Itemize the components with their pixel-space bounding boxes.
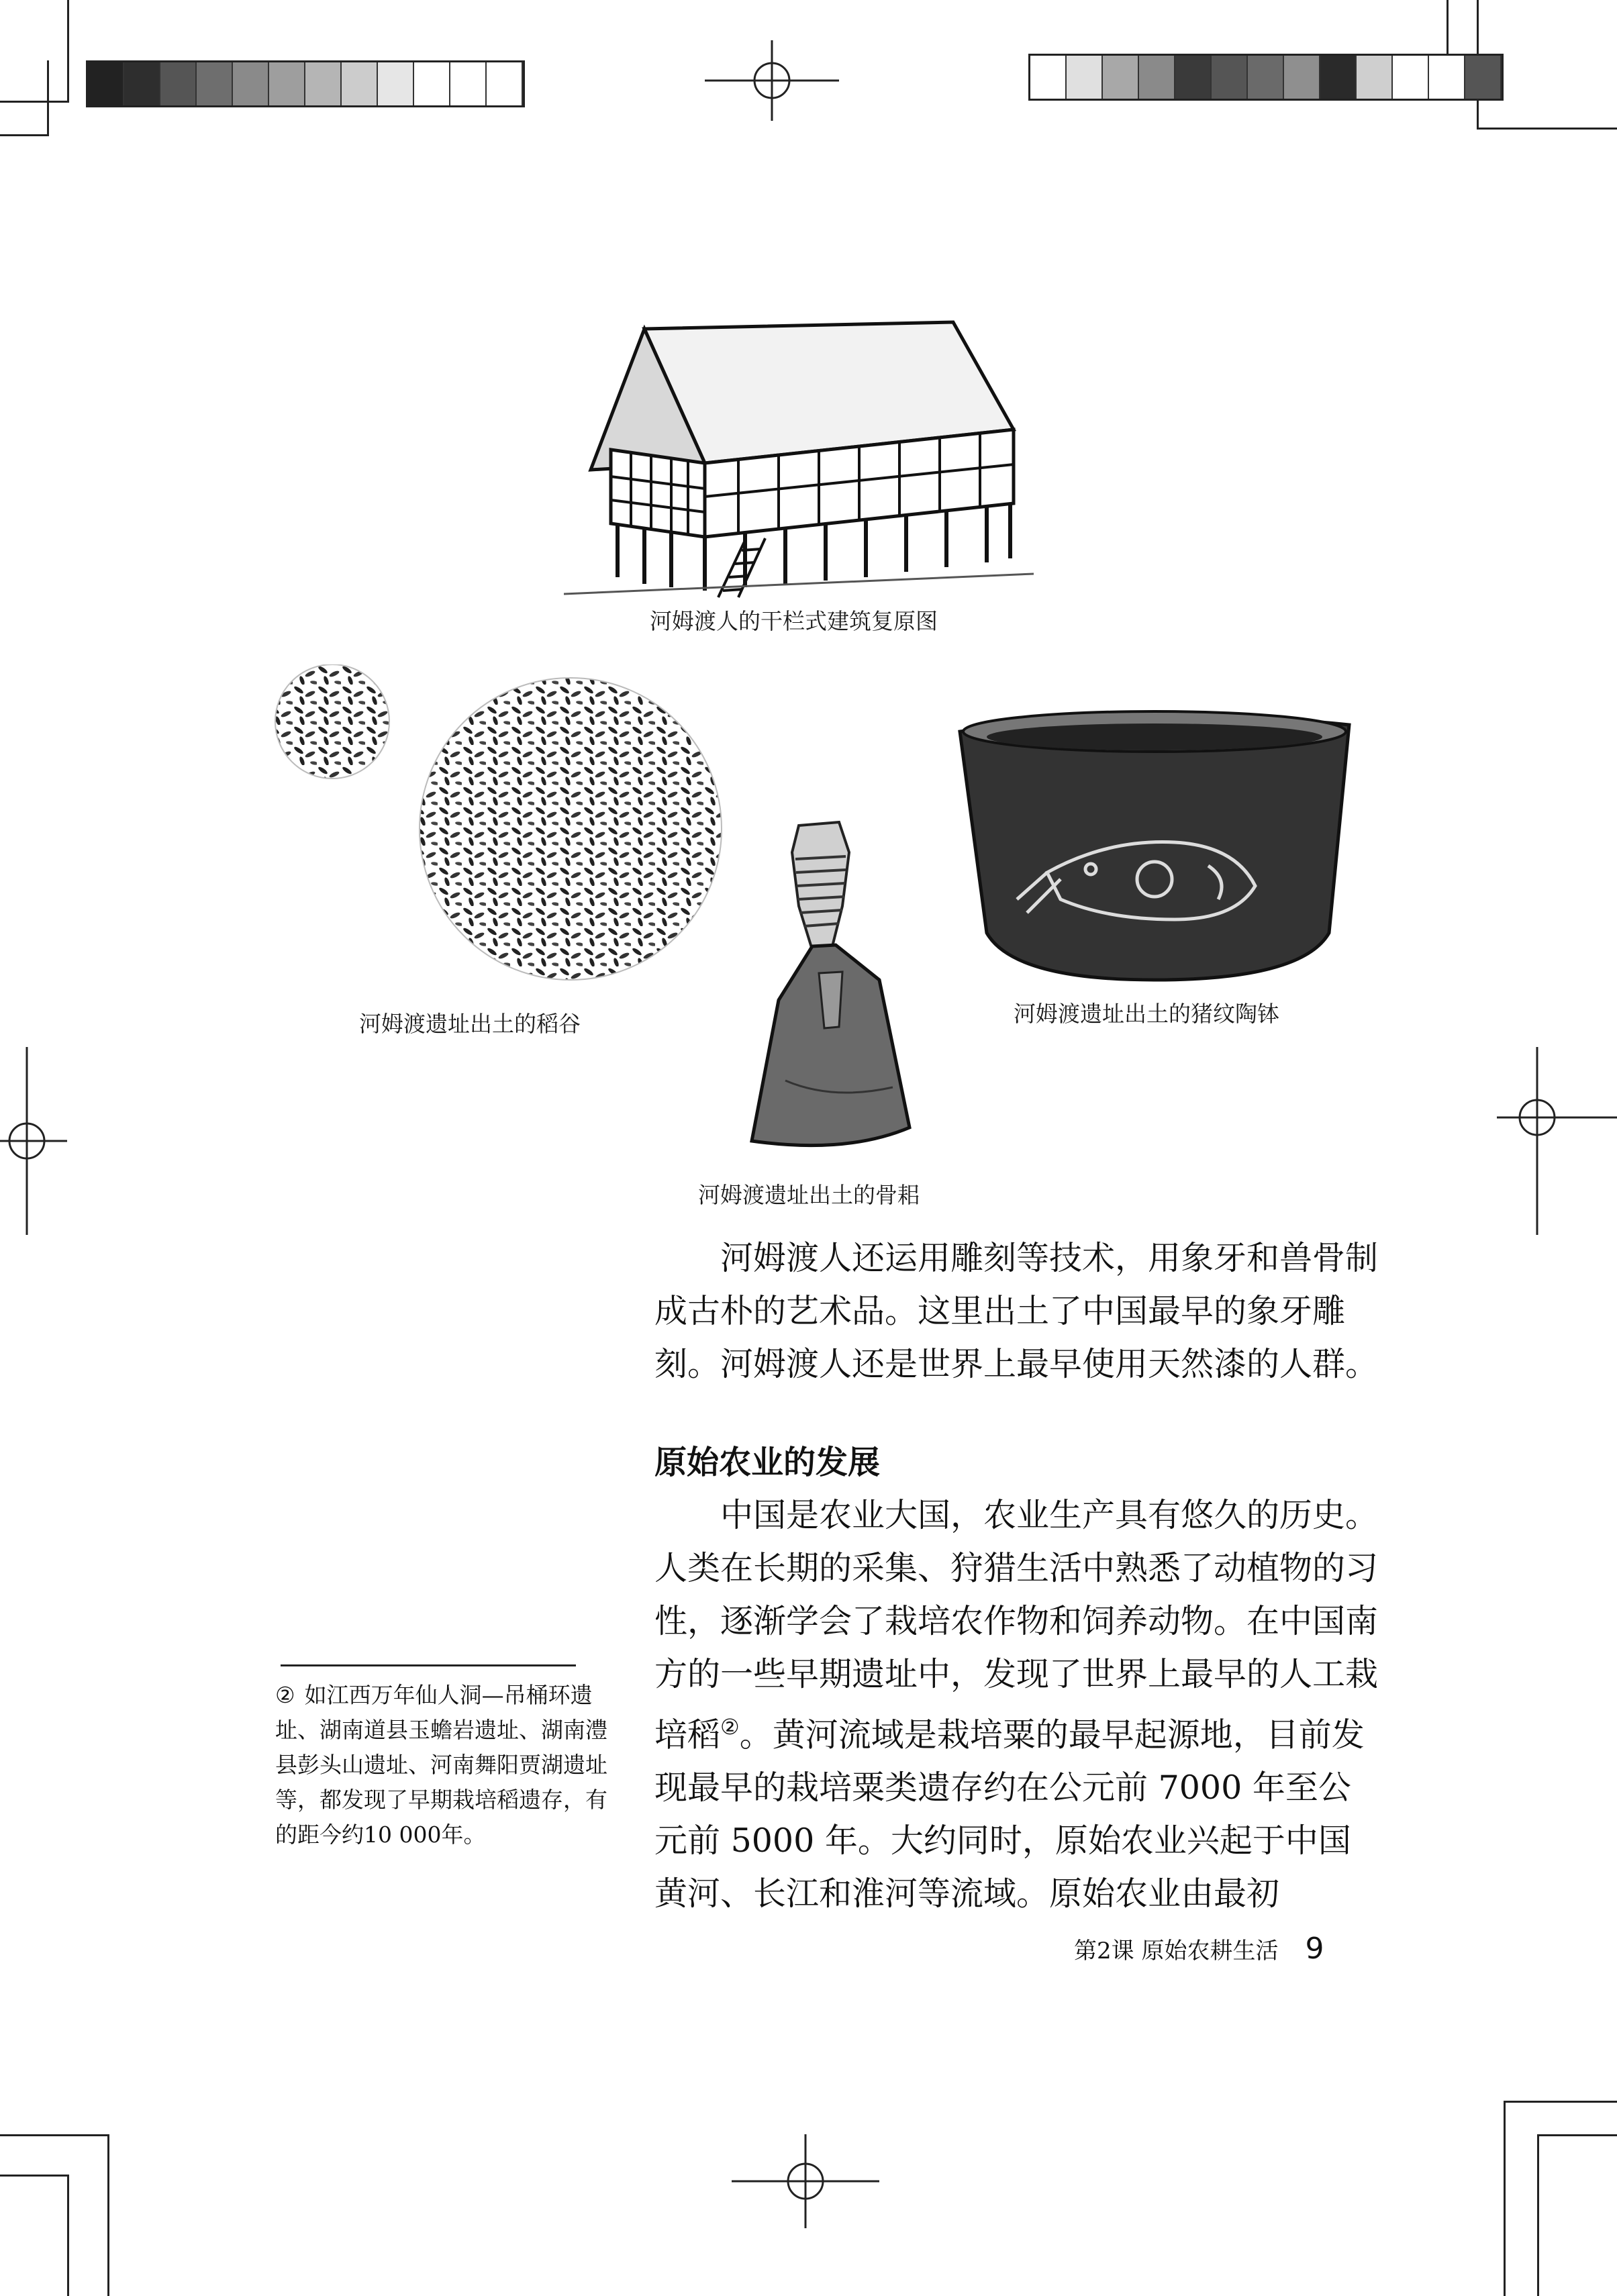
color-swatch [160,62,197,105]
color-swatch [1103,56,1139,99]
color-swatch [450,62,487,105]
color-swatch [1465,56,1502,99]
crosshair-top [698,40,846,121]
paragraph-1-text: 河姆渡人还运用雕刻等技术，用象牙和兽骨制成古朴的艺术品。这里出土了中国最早的象牙雕刻。河姆渡人还是世界上最早使用天然漆的人群。 [654,1239,1379,1383]
color-strip-right [1028,54,1504,101]
color-swatch [305,62,342,105]
footnote-rule [281,1664,576,1666]
color-swatch [1393,56,1429,99]
color-swatch [1248,56,1284,99]
color-swatch [1139,56,1175,99]
section-heading: 原始农业的发展 [654,1444,881,1481]
color-swatch [342,62,378,105]
spade-caption: 河姆渡遗址出土的骨耜 [698,1182,920,1208]
color-swatch [378,62,414,105]
color-swatch [1030,56,1067,99]
rice-caption: 河姆渡遗址出土的稻谷 [359,1011,581,1037]
color-swatch [269,62,305,105]
color-swatch [1320,56,1357,99]
color-swatch [1429,56,1465,99]
color-swatch [233,62,269,105]
page-number: 9 [1305,1932,1324,1966]
crosshair-left [0,1047,74,1235]
footnote [275,1678,624,1852]
color-swatch [1284,56,1320,99]
bone-spade-illustration [725,812,926,1161]
color-swatch [88,62,124,105]
paragraph-2-text-after: 。黄河流域是栽培粟的最早起源地，目前发现最早的栽培粟类遗存约在公元前 7000 年至公元前 5000 年。大约同时，原始农业兴起于中国黄河、长江和淮河等流域。原始农业由最初 [654,1715,1365,1913]
lesson-title: 第2课 原始农耕生活 [1074,1938,1279,1964]
paragraph-agriculture [654,1489,1379,1920]
page-footer [1074,1932,1324,1966]
rice-grain-illustration [268,664,738,987]
footnote-marker: ② [275,1682,295,1708]
color-swatch [1357,56,1393,99]
color-swatch [1067,56,1103,99]
footnote-reference[interactable]: ② [720,1714,740,1740]
color-swatch [414,62,450,105]
crosshair-right [1497,1047,1617,1235]
house-caption: 河姆渡人的干栏式建筑复原图 [650,608,938,634]
stilt-house-illustration [564,309,1034,604]
pig-bowl-illustration [953,705,1356,987]
crosshair-bottom [725,2134,886,2228]
footnote-text: 如江西万年仙人洞—吊桶环遗址、湖南道县玉蟾岩遗址、湖南澧县彭头山遗址、河南舞阳贾湖遗址等，都发现了早期栽培稻遗存，有的距今约10 000年。 [275,1682,607,1848]
color-strip-left [86,60,525,107]
color-swatch [1175,56,1212,99]
color-swatch [487,62,523,105]
color-swatch [197,62,233,105]
paragraph-2-text-before: 中国是农业大国，农业生产具有悠久的历史。人类在长期的采集、狩猎生活中熟悉了动植物的习性，逐渐学会了栽培农作物和饲养动物。在中国南方的一些早期遗址中，发现了世界上最早的人工栽培稻 [654,1496,1379,1754]
bowl-caption: 河姆渡遗址出土的猪纹陶钵 [1014,1001,1279,1027]
color-swatch [1212,56,1248,99]
paragraph-art-carving [654,1232,1379,1391]
color-swatch [124,62,160,105]
